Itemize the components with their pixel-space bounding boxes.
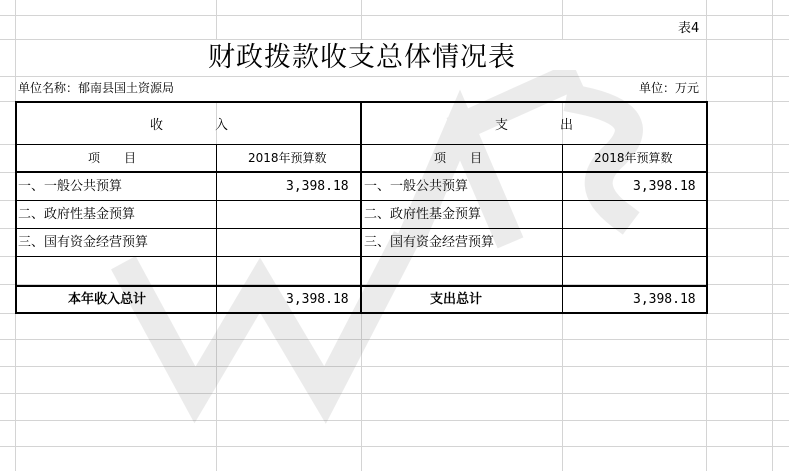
expense-budget-header: 2018年预算数	[594, 151, 673, 165]
income-total-value: 3,398.18	[286, 292, 349, 307]
grid-row-line	[0, 446, 789, 447]
expense-row-2-item: 二、政府性基金预算	[364, 207, 482, 222]
sheet-tag: 表4	[678, 21, 700, 36]
income-row-1-value: 3,398.18	[286, 179, 349, 194]
unit-label: 单位：万元	[639, 81, 700, 95]
grid-row-line	[0, 339, 789, 340]
grid-row-line	[0, 366, 789, 367]
income-item-header: 项 目	[88, 151, 137, 165]
page-title: 财政拨款收支总体情况表	[208, 42, 516, 73]
expense-row-1-value: 3,398.18	[633, 179, 696, 194]
table-middle-divider	[360, 101, 362, 314]
expense-total-label: 支出总计	[430, 292, 483, 307]
income-budget-header: 2018年预算数	[248, 151, 327, 165]
expense-header: 支 出	[495, 118, 574, 133]
expense-item-header: 项 目	[434, 151, 483, 165]
income-total-label: 本年收入总计	[68, 292, 147, 307]
income-row-2-item: 二、政府性基金预算	[18, 207, 136, 222]
table-row-divider	[17, 200, 706, 201]
table-row-divider	[17, 228, 706, 229]
grid-row-line	[0, 15, 789, 16]
expense-row-3-item: 三、国有资金经营预算	[364, 235, 495, 250]
expense-row-1-item: 一、一般公共预算	[364, 179, 469, 194]
table-expense-column-divider	[562, 144, 563, 314]
unit-name-label: 单位名称：郁南县国土资源局	[18, 81, 175, 95]
grid-col-line	[772, 0, 773, 471]
grid-row-line	[0, 393, 789, 394]
income-header: 收 入	[150, 118, 229, 133]
table-row-divider	[17, 256, 706, 257]
table-income-column-divider	[216, 144, 217, 314]
table-total-divider	[17, 285, 706, 287]
income-row-3-item: 三、国有资金经营预算	[18, 235, 149, 250]
table-subheader-divider	[17, 171, 706, 173]
grid-row-line	[0, 420, 789, 421]
table-header-divider	[17, 144, 706, 145]
expense-total-value: 3,398.18	[633, 292, 696, 307]
income-row-1-item: 一、一般公共预算	[18, 179, 123, 194]
